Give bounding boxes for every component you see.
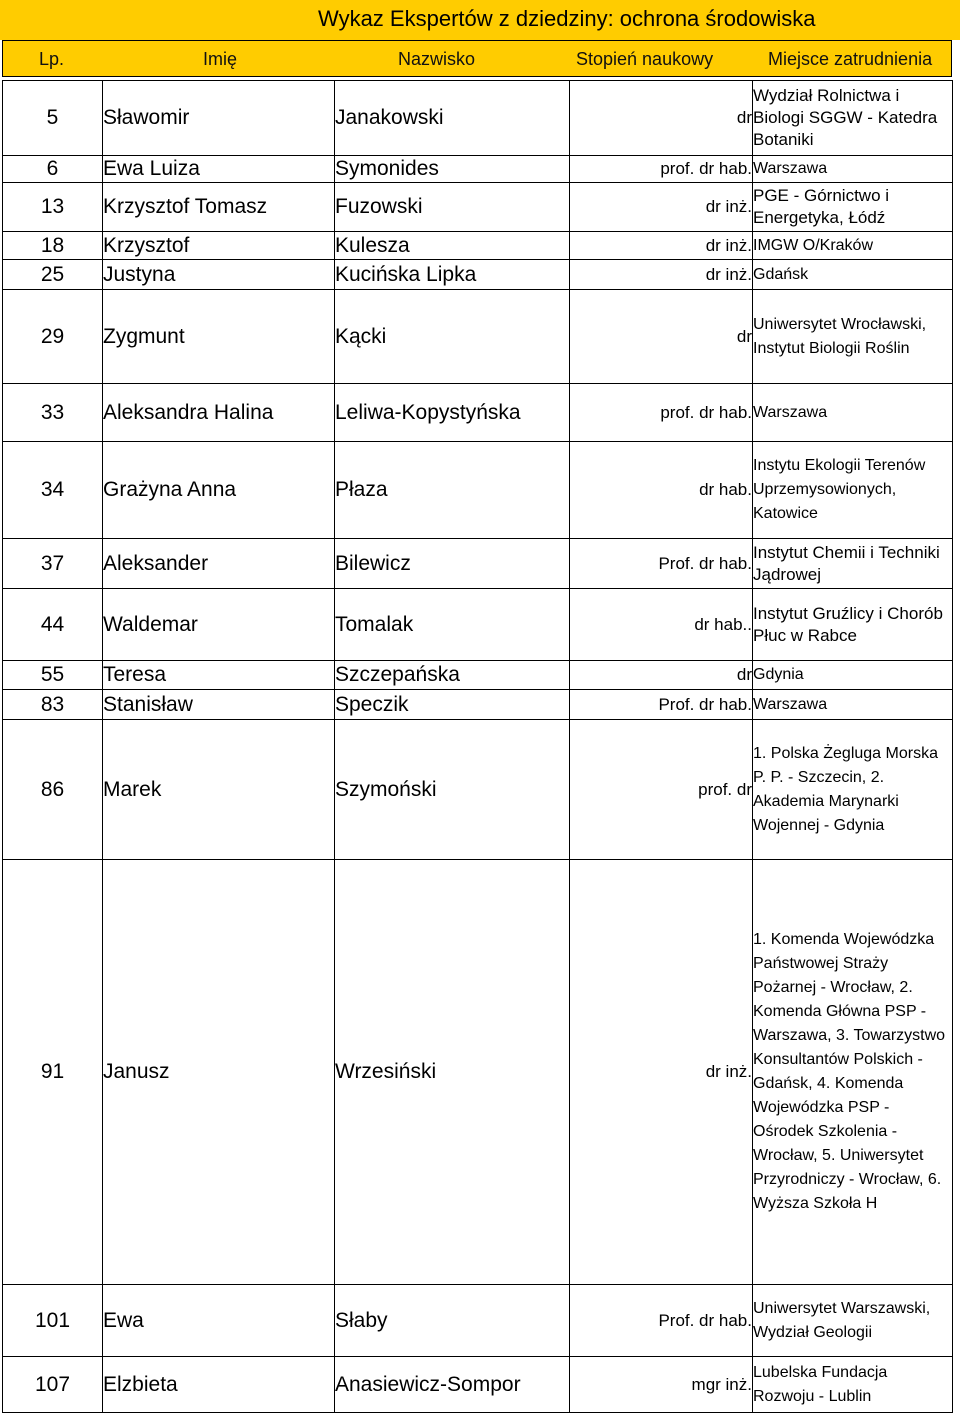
cell-lp: 83 bbox=[3, 690, 103, 720]
cell-degree: Prof. dr hab. bbox=[570, 690, 753, 720]
table-row bbox=[3, 690, 953, 720]
header-degree: Stopień naukowy bbox=[576, 49, 714, 69]
cell-last-name: Anasiewicz-Sompor bbox=[335, 1357, 570, 1413]
cell-lp: 44 bbox=[3, 589, 103, 661]
cell-workplace: Warszawa bbox=[753, 690, 953, 720]
cell-first-name: Ewa bbox=[103, 1285, 335, 1357]
cell-last-name: Bilewicz bbox=[335, 539, 570, 589]
cell-first-name: Stanisław bbox=[103, 690, 335, 720]
table-row bbox=[3, 81, 953, 156]
cell-workplace: Lubelska Fundacja Rozwoju - Lublin bbox=[753, 1357, 953, 1413]
cell-lp: 55 bbox=[3, 661, 103, 690]
cell-first-name: Waldemar bbox=[103, 589, 335, 661]
cell-workplace: Instytut Chemii i Techniki Jądrowej bbox=[753, 539, 953, 589]
cell-lp: 37 bbox=[3, 539, 103, 589]
table-row bbox=[3, 183, 953, 232]
cell-first-name: Marek bbox=[103, 720, 335, 860]
cell-last-name: Kulesza bbox=[335, 232, 570, 260]
cell-last-name: Janakowski bbox=[335, 81, 570, 156]
cell-first-name: Krzysztof bbox=[103, 232, 335, 260]
cell-lp: 34 bbox=[3, 442, 103, 539]
cell-last-name: Kącki bbox=[335, 290, 570, 384]
cell-first-name: Ewa Luiza bbox=[103, 156, 335, 183]
cell-last-name: Słaby bbox=[335, 1285, 570, 1357]
cell-first-name: Janusz bbox=[103, 860, 335, 1285]
cell-degree: dr bbox=[570, 661, 753, 690]
cell-first-name: Teresa bbox=[103, 661, 335, 690]
title-bar bbox=[0, 0, 960, 40]
cell-first-name: Grażyna Anna bbox=[103, 442, 335, 539]
cell-degree: dr inż. bbox=[570, 183, 753, 232]
cell-lp: 29 bbox=[3, 290, 103, 384]
cell-lp: 101 bbox=[3, 1285, 103, 1357]
header-first-name: Imię bbox=[203, 49, 238, 69]
cell-first-name: Aleksandra Halina bbox=[103, 384, 335, 442]
cell-workplace: Gdańsk bbox=[753, 260, 953, 290]
table-row bbox=[3, 156, 953, 183]
table-row bbox=[3, 260, 953, 290]
cell-last-name: Tomalak bbox=[335, 589, 570, 661]
table-row bbox=[3, 661, 953, 690]
experts-table bbox=[2, 80, 953, 1413]
table-row bbox=[3, 1285, 953, 1357]
cell-last-name: Symonides bbox=[335, 156, 570, 183]
cell-first-name: Krzysztof Tomasz bbox=[103, 183, 335, 232]
cell-first-name: Zygmunt bbox=[103, 290, 335, 384]
cell-first-name: Aleksander bbox=[103, 539, 335, 589]
table-row bbox=[3, 442, 953, 539]
cell-degree: dr inż. bbox=[570, 232, 753, 260]
cell-first-name: Elzbieta bbox=[103, 1357, 335, 1413]
cell-workplace: Gdynia bbox=[753, 661, 953, 690]
table-row bbox=[3, 589, 953, 661]
cell-degree: prof. dr hab. bbox=[570, 384, 753, 442]
cell-first-name: Justyna bbox=[103, 260, 335, 290]
cell-degree: mgr inż. bbox=[570, 1357, 753, 1413]
cell-workplace: Wydział Rolnictwa i Biologi SGGW - Katedra Botaniki bbox=[753, 81, 953, 156]
cell-degree: dr hab.. bbox=[570, 589, 753, 661]
cell-degree: dr inż. bbox=[570, 260, 753, 290]
table-row bbox=[3, 384, 953, 442]
cell-lp: 6 bbox=[3, 156, 103, 183]
table-row bbox=[3, 1357, 953, 1413]
cell-lp: 13 bbox=[3, 183, 103, 232]
cell-last-name: Wrzesiński bbox=[335, 860, 570, 1285]
cell-degree: dr bbox=[570, 290, 753, 384]
table-row bbox=[3, 290, 953, 384]
header-last-name: Nazwisko bbox=[398, 49, 476, 69]
cell-workplace: Warszawa bbox=[753, 384, 953, 442]
cell-degree: Prof. dr hab. bbox=[570, 1285, 753, 1357]
cell-degree: dr inż. bbox=[570, 860, 753, 1285]
cell-last-name: Szczepańska bbox=[335, 661, 570, 690]
cell-last-name: Fuzowski bbox=[335, 183, 570, 232]
cell-degree: dr bbox=[570, 81, 753, 156]
document-title: Wykaz Ekspertów z dziedziny: ochrona środowiska bbox=[318, 6, 816, 31]
header-workplace: Miejsce zatrudnienia bbox=[768, 49, 933, 69]
table-row bbox=[3, 232, 953, 260]
cell-workplace: Uniwersytet Warszawski, Wydział Geologii bbox=[753, 1285, 953, 1357]
cell-degree: prof. dr bbox=[570, 720, 753, 860]
cell-workplace: 1. Polska Żegluga Morska P. P. - Szczecin, 2. Akademia Marynarki Wojennej - Gdynia bbox=[753, 720, 953, 860]
cell-workplace: 1. Komenda Wojewódzka Państwowej Straży Pożarnej - Wrocław, 2. Komenda Główna PSP - Warszawa, 3. Towarzystwo Konsultantów Polskich - Gdańsk, 4. Komenda Wojewódzka PSP - Ośrodek Szkolenia - Wrocław, 5. Uniwersytet Przyrodniczy - Wrocław, 6. Wyższa Szkoła H bbox=[753, 860, 953, 1285]
table-header bbox=[2, 40, 952, 77]
cell-workplace: Warszawa bbox=[753, 156, 953, 183]
cell-first-name: Sławomir bbox=[103, 81, 335, 156]
cell-workplace: Uniwersytet Wrocławski, Instytut Biologii Roślin bbox=[753, 290, 953, 384]
cell-lp: 5 bbox=[3, 81, 103, 156]
header-lp: Lp. bbox=[39, 49, 65, 69]
cell-last-name: Płaza bbox=[335, 442, 570, 539]
cell-workplace: Instytu Ekologii Terenów Uprzemysowionych, Katowice bbox=[753, 442, 953, 539]
cell-workplace: Instytut Gruźlicy i Chorób Płuc w Rabce bbox=[753, 589, 953, 661]
cell-degree: prof. dr hab. bbox=[570, 156, 753, 183]
cell-last-name: Leliwa-Kopystyńska bbox=[335, 384, 570, 442]
cell-last-name: Kucińska Lipka bbox=[335, 260, 570, 290]
table-row bbox=[3, 720, 953, 860]
cell-lp: 33 bbox=[3, 384, 103, 442]
cell-lp: 25 bbox=[3, 260, 103, 290]
table-row bbox=[3, 860, 953, 1285]
cell-workplace: PGE - Górnictwo i Energetyka, Łódź bbox=[753, 183, 953, 232]
cell-degree: Prof. dr hab. bbox=[570, 539, 753, 589]
cell-lp: 18 bbox=[3, 232, 103, 260]
cell-last-name: Speczik bbox=[335, 690, 570, 720]
cell-workplace: IMGW O/Kraków bbox=[753, 232, 953, 260]
cell-degree: dr hab. bbox=[570, 442, 753, 539]
cell-lp: 107 bbox=[3, 1357, 103, 1413]
cell-last-name: Szymoński bbox=[335, 720, 570, 860]
table-row bbox=[3, 539, 953, 589]
cell-lp: 91 bbox=[3, 860, 103, 1285]
cell-lp: 86 bbox=[3, 720, 103, 860]
